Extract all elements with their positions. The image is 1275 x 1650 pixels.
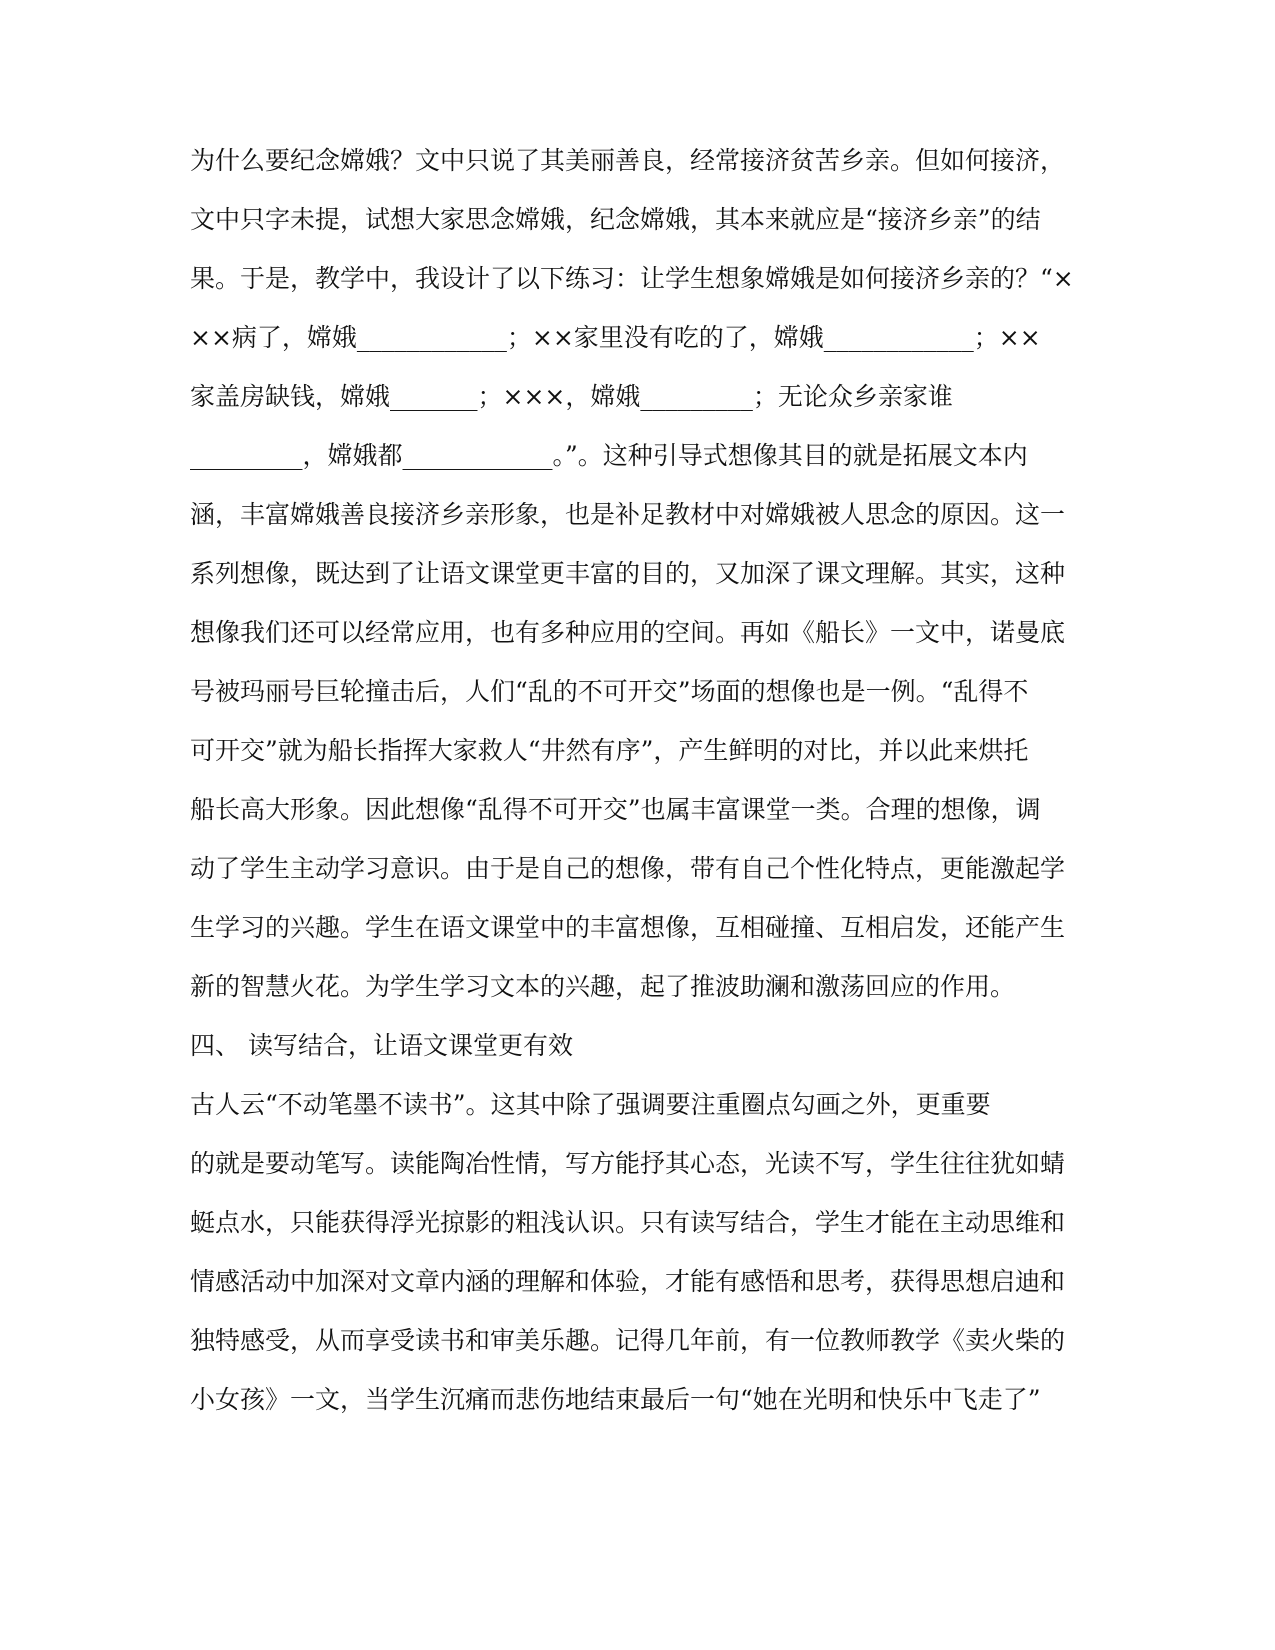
text-line: _________，嫦娥都____________。”。这种引导式想像其目的就是拓展文本内: [190, 441, 1028, 470]
text-line: 家盖房缺钱，嫦娥_______；×××，嫦娥_________；无论众乡亲家谁: [190, 382, 953, 411]
text-line: 独特感受，从而享受读书和审美乐趣。记得几年前，有一位教师教学《卖火柴的: [190, 1326, 1066, 1355]
text-line: 系列想像，既达到了让语文课堂更丰富的目的，又加深了课文理解。其实，这种: [190, 559, 1066, 588]
text-line: ××病了，嫦娥____________；××家里没有吃的了，嫦娥____________；××: [190, 323, 1041, 352]
text-line: 果。于是，教学中，我设计了以下练习：让学生想象嫦娥是如何接济乡亲的？“×: [190, 264, 1074, 293]
text-line: 可开交”就为船长指挥大家救人“井然有序”，产生鲜明的对比，并以此来烘托: [190, 736, 1029, 765]
section-heading: 四、 读写结合，让语文课堂更有效: [190, 1031, 573, 1060]
text-line: 小女孩》一文，当学生沉痛而悲伤地结束最后一句“她在光明和快乐中飞走了”: [190, 1385, 1041, 1414]
text-line: 情感活动中加深对文章内涵的理解和体验，才能有感悟和思考，获得思想启迪和: [190, 1267, 1066, 1296]
text-line: 想像我们还可以经常应用，也有多种应用的空间。再如《船长》一文中，诺曼底: [190, 618, 1066, 647]
text-line: 为什么要纪念嫦娥？文中只说了其美丽善良，经常接济贫苦乡亲。但如何接济，: [190, 146, 1066, 175]
text-line: 文中只字未提，试想大家思念嫦娥，纪念嫦娥，其本来就应是“接济乡亲”的结: [190, 205, 1041, 234]
text-line: 生学习的兴趣。学生在语文课堂中的丰富想像，互相碰撞、互相启发，还能产生: [190, 913, 1066, 942]
text-line: 新的智慧火花。为学生学习文本的兴趣，起了推波助澜和激荡回应的作用。: [190, 972, 1016, 1001]
text-line: 号被玛丽号巨轮撞击后，人们“乱的不可开交”场面的想像也是一例。“乱得不: [190, 677, 1029, 706]
text-line: 蜓点水，只能获得浮光掠影的粗浅认识。只有读写结合，学生才能在主动思维和: [190, 1208, 1066, 1237]
text-line: 涵，丰富嫦娥善良接济乡亲形象，也是补足教材中对嫦娥被人思念的原因。这一: [190, 500, 1066, 529]
text-line: 的就是要动笔写。读能陶冶性情，写方能抒其心态，光读不写，学生往往犹如蜻: [190, 1149, 1066, 1178]
text-line: 船长高大形象。因此想像“乱得不可开交”也属丰富课堂一类。合理的想像，调: [190, 795, 1041, 824]
text-line: 动了学生主动学习意识。由于是自己的想像，带有自己个性化特点，更能激起学: [190, 854, 1066, 883]
text-line: 古人云“不动笔墨不读书”。这其中除了强调要注重圈点勾画之外，更重要: [190, 1090, 991, 1119]
